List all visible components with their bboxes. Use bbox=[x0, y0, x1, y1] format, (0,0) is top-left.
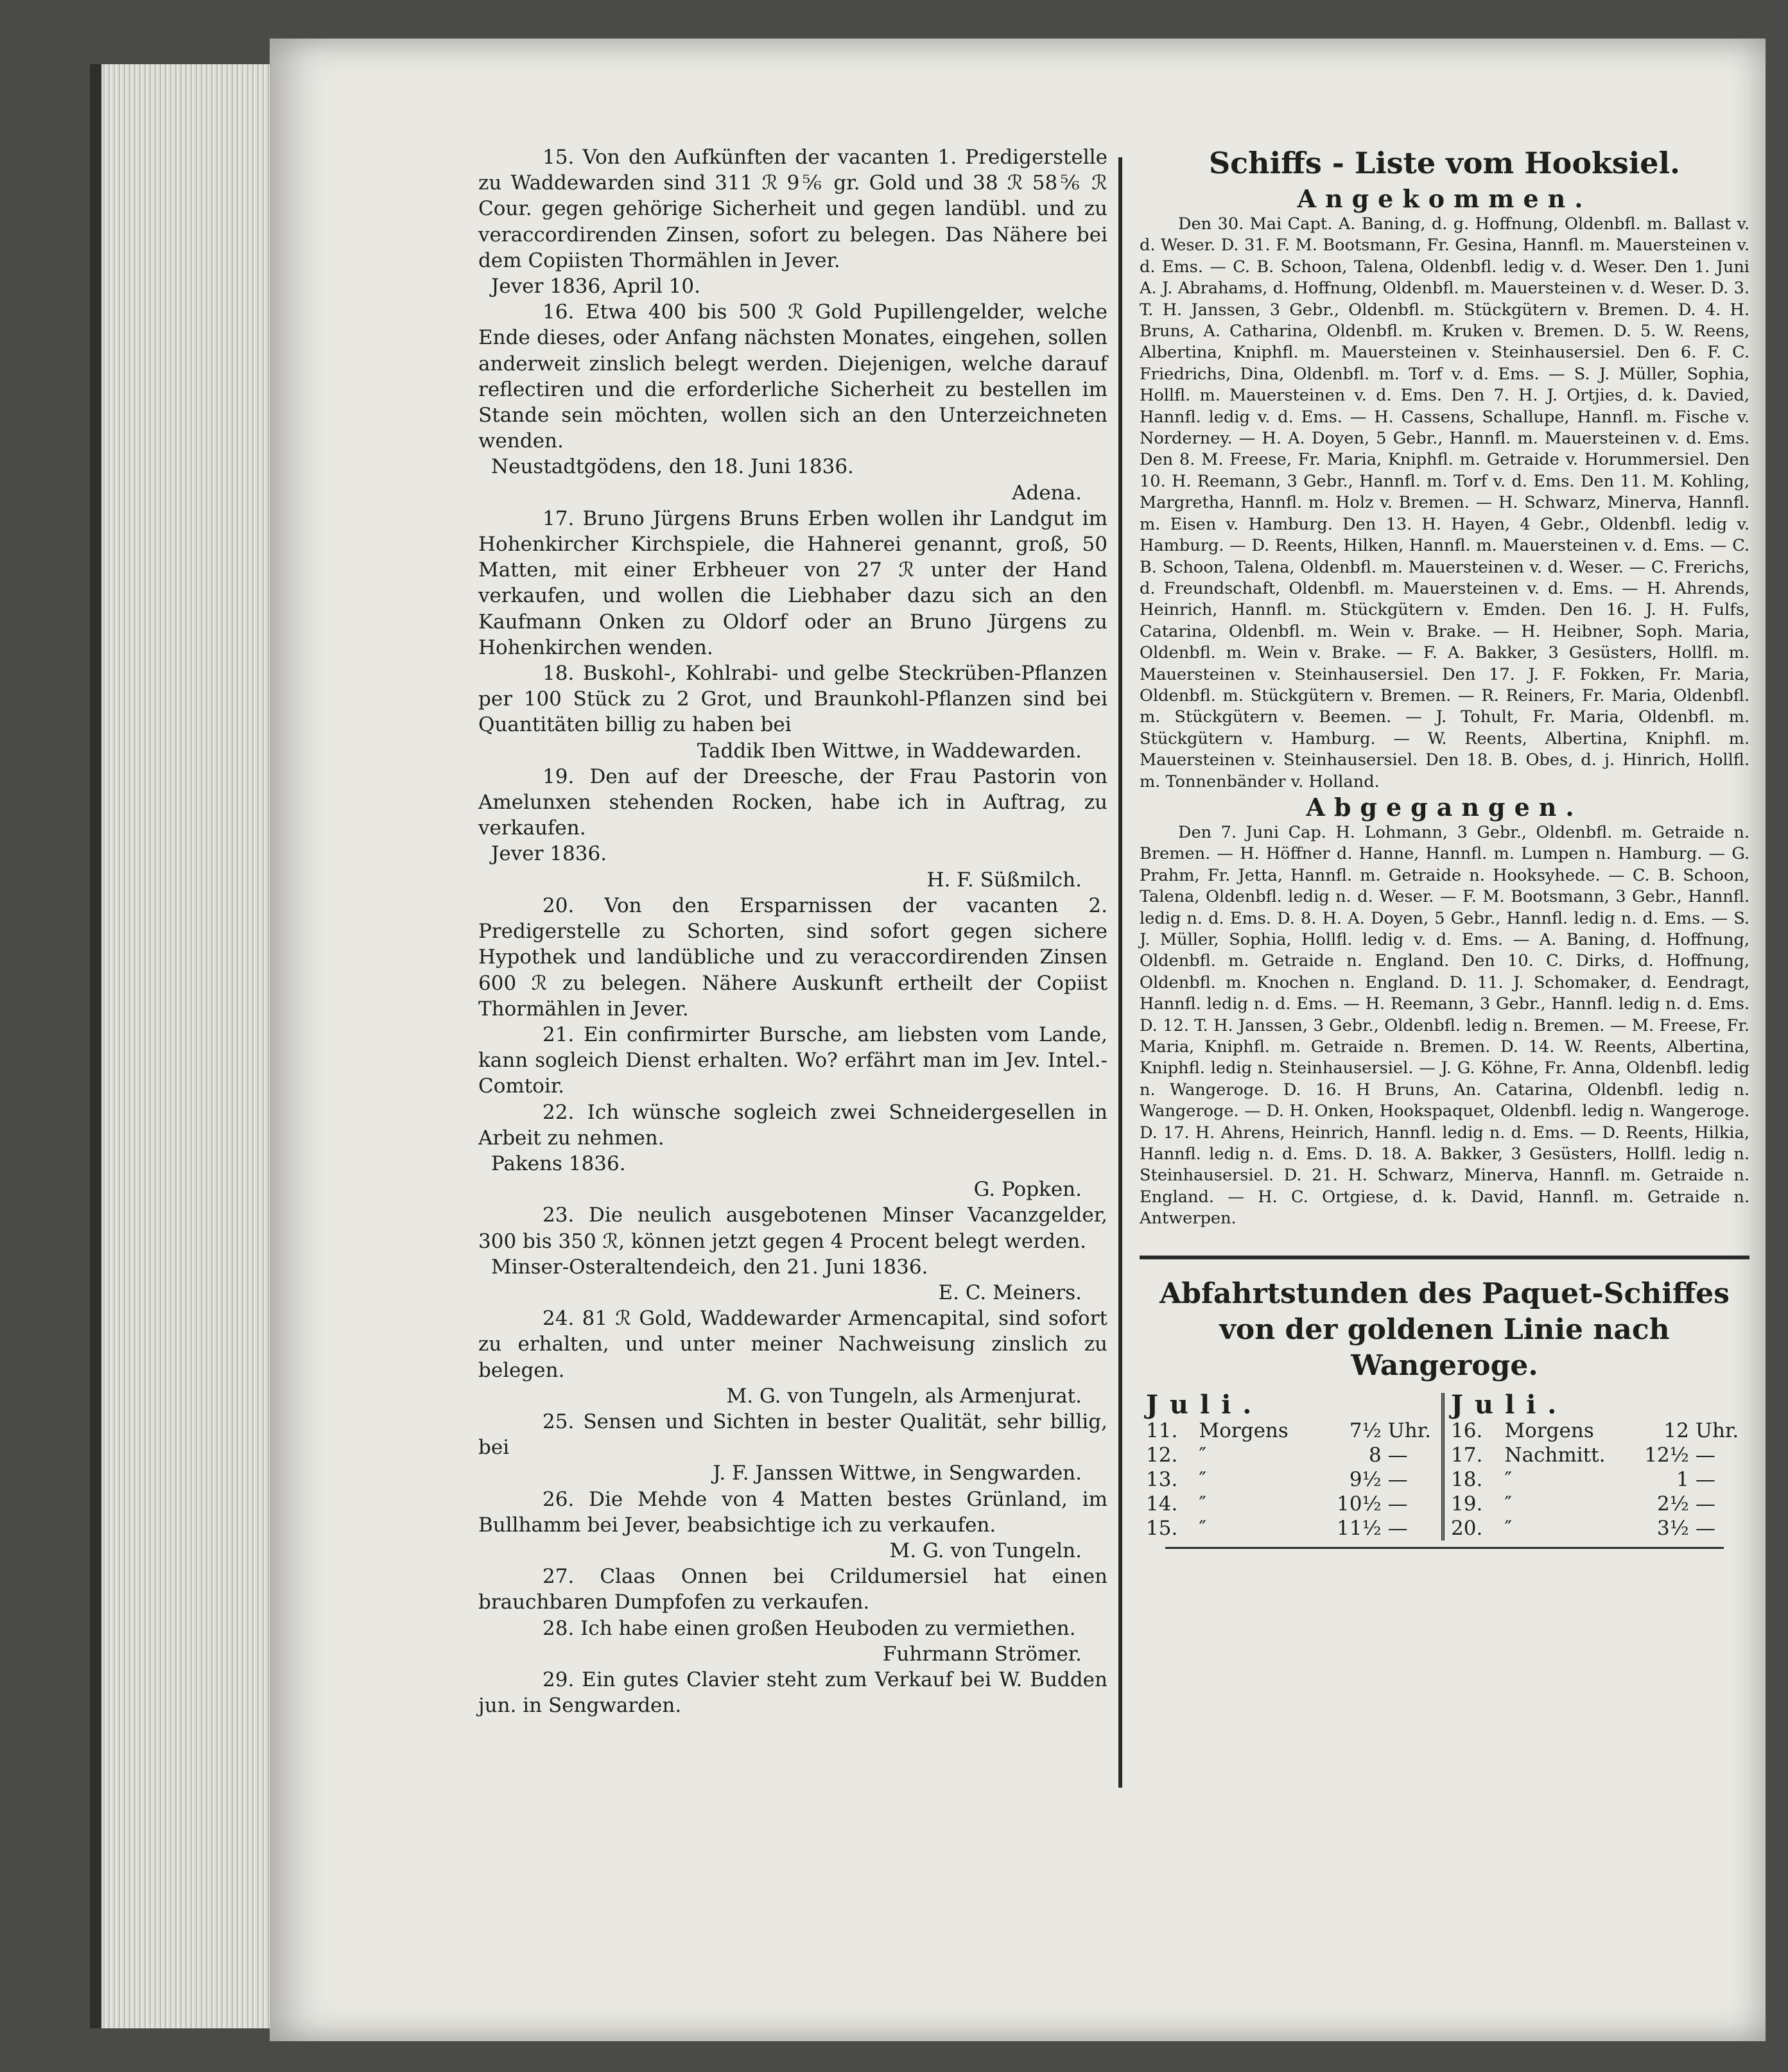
schedule-bottom-rule bbox=[1165, 1547, 1724, 1549]
schedule-day: 15. bbox=[1146, 1516, 1178, 1540]
ad-text: 29. Ein gutes Clavier steht zum Verkauf bei W. Budden jun. in Sengwarden. bbox=[478, 1668, 1107, 1718]
schedule-day: 16. bbox=[1451, 1419, 1483, 1442]
schedule-day: 19. bbox=[1451, 1492, 1483, 1515]
column-divider bbox=[1118, 157, 1122, 1788]
schedule-row bbox=[1146, 1516, 1435, 1541]
schedule-row bbox=[1451, 1492, 1743, 1516]
schedule-row bbox=[1451, 1419, 1743, 1443]
schedule-hour: 9½ bbox=[1349, 1467, 1382, 1491]
schedule-day: 17. bbox=[1451, 1443, 1483, 1467]
schedule-day: 20. bbox=[1451, 1516, 1483, 1540]
right-column-ship-list bbox=[1140, 144, 1749, 1549]
packet-title-line1: Abfahrtstunden des Paquet-Schiffes bbox=[1159, 1277, 1730, 1310]
schedule-unit: Uhr. bbox=[1387, 1419, 1432, 1442]
ad-place-date: Pakens 1836. bbox=[491, 1152, 626, 1175]
ad-signature: G. Popken. bbox=[973, 1178, 1082, 1202]
left-column-advertisements bbox=[478, 144, 1107, 1718]
ad-signature: M. G. von Tungeln. bbox=[889, 1539, 1082, 1562]
schedule-unit: — bbox=[1695, 1492, 1715, 1515]
schedule-time-of-day: ″ bbox=[1504, 1492, 1513, 1515]
ad-text: 24. 81 ℛ Gold, Waddewarder Armencapital, sind sofort zu erhalten, und unter meiner Nachweisung zinslich zu belegen. bbox=[478, 1307, 1107, 1382]
schedule-time-of-day: Morgens bbox=[1504, 1419, 1594, 1442]
schedule-time-of-day: Nachmitt. bbox=[1504, 1443, 1606, 1467]
schedule-day: 13. bbox=[1146, 1467, 1178, 1491]
schedule-row bbox=[1451, 1516, 1743, 1541]
packet-title-line2: von der goldenen Linie nach Wangeroge. bbox=[1219, 1313, 1670, 1382]
departed-text: Den 7. Juni Cap. H. Lohmann, 3 Gebr., Oldenbfl. m. Getraide n. Bremen. — H. Höffner d. Hanne, Hannfl. m. Lumpen n. Hamburg. — G. Prahm, Fr. Jetta, Hannfl. m. Getraide n. Hooksyhede. — C. B. Schoon, Talena, Oldenbfl. ledig n. d. Weser. — F. M. Bootsmann, 3 Gebr., Hannfl. ledig n. d. Ems. D. 8. H. A. Doyen, 5 Gebr., Hannfl. ledig n. d. Ems. — S. J. Müller, Sophia, Hollfl. ledig v. d. Ems. — A. Baning, d. Hoffnung, Oldenbfl. m. Getraide n. England. Den 10. C. Dirks, d. Hoffnung, Oldenbfl. m. Knochen n. England. D. 11. J. Schomaker, d. Eendragt, Hannfl. ledig n. d. Ems. — H. Reemann, 3 Gebr., Hannfl. ledig n. d. Ems. D. 12. T. H. Janssen, 3 Gebr., Oldenbfl. ledig n. Bremen. — M. Freese, Fr. Maria, Kniphfl. m. Getraide n. Bremen. D. 14. W. Reents, Albertina, Kniphfl. ledig n. Steinhausersiel. — J. G. Köhne, Fr. Anna, Oldenbfl. ledig n. Wangeroge. D. 16. H Bruns, An. Catarina, Oldenbfl. ledig n. Wangeroge. — D. H. Onken, Hookspaquet, Oldenbfl. ledig n. Wangeroge. D. 17. H. Ahrens, Heinrich, Hannfl. ledig n. d. Ems. — D. Reents, Hilkia, Hannfl. ledig n. d. Ems. D. 18. A. Bakker, 3 Gesüsters, Hollfl. ledig n. Steinhausersiel. D. 21. H. Schwarz, Minerva, Hannfl. m. Getraide n. England. — H. C. Ortgiese, d. k. David, Hannfl. m. Getraide n. Antwerpen. bbox=[1140, 822, 1749, 1229]
schedule-time-of-day: ″ bbox=[1199, 1516, 1207, 1540]
schedule-day: 18. bbox=[1451, 1467, 1483, 1491]
ad-signature: E. C. Meiners. bbox=[938, 1281, 1082, 1304]
schedule-time-of-day: ″ bbox=[1504, 1467, 1513, 1491]
schedule-row bbox=[1451, 1467, 1743, 1492]
ad-signature: M. G. von Tungeln, als Armenjurat. bbox=[726, 1384, 1082, 1408]
schedule-day: 14. bbox=[1146, 1492, 1178, 1515]
schedule-row bbox=[1451, 1443, 1743, 1467]
schedule-right-heading: Juli. bbox=[1451, 1389, 1568, 1420]
schedule-hour: 3½ bbox=[1657, 1516, 1689, 1540]
ad-text: 26. Die Mehde von 4 Matten bestes Grünland, im Bullhamm bei Jever, beabsichtige ich zu verkaufen. bbox=[478, 1487, 1107, 1537]
schedule-hour: 12½ bbox=[1644, 1443, 1689, 1467]
schedule-time-of-day: ″ bbox=[1504, 1516, 1513, 1540]
ad-text: 27. Claas Onnen bei Crildumersiel hat einen brauchbaren Dumpfofen zu verkaufen. bbox=[478, 1565, 1107, 1614]
schedule-row bbox=[1146, 1443, 1435, 1467]
schedule-unit: — bbox=[1387, 1492, 1408, 1515]
packet-schedule bbox=[1140, 1389, 1749, 1541]
schedule-right-rows bbox=[1451, 1419, 1743, 1541]
schedule-hour: 12 bbox=[1663, 1419, 1689, 1442]
ad-text: 21. Ein confirmirter Bursche, am liebsten vom Lande, kann sogleich Dienst erhalten. Wo? erfährt man im Jev. Intel.-Comtoir. bbox=[478, 1023, 1107, 1098]
arrived-text: Den 30. Mai Capt. A. Baning, d. g. Hoffnung, Oldenbfl. m. Ballast v. d. Weser. D. 31. F. M. Bootsmann, Fr. Gesina, Hannfl. m. Mauersteinen v. d. Ems. — C. B. Schoon, Talena, Oldenbfl. ledig v. d. Weser. Den 1. Juni A. J. Abrahams, d. Hoffnung, Oldenbfl. m. Mauersteinen v. d. Weser. D. 3. T. H. Janssen, 3 Gebr., Oldenbfl. m. Stückgütern v. Bremen. D. 4. H. Bruns, A. Catharina, Oldenbfl. m. Kruken v. Bremen. D. 5. W. Reens, Albertina, Kniphfl. m. Mauersteinen v. Steinhausersiel. Den 6. F. C. Friedrichs, Dina, Oldenbfl. m. Torf v. d. Ems. — S. J. Müller, Sophia, Hollfl. m. Mauersteinen v. d. Ems. Den 7. H. J. Ortjies, d. k. Davied, Hannfl. ledig v. d. Ems. — H. Cassens, Schallupe, Hannfl. m. Fische v. Norderney. — H. A. Doyen, 5 Gebr., Hannfl. m. Mauersteinen v. d. Ems. Den 8. M. Freese, Fr. Maria, Kniphfl. m. Getraide v. Horummersiel. Den 10. H. Reemann, 3 Gebr., Hannfl. m. Torf v. d. Ems. Den 11. M. Kohling, Margretha, Hannfl. m. Holz v. Bremen. — H. Schwarz, Minerva, Hannfl. m. Eisen v. Hamburg. Den 13. H. Hayen, 4 Gebr., Oldenbfl. ledig v. Hamburg. — D. Reents, Hilken, Hannfl. m. Mauersteinen v. d. Ems. — C. B. Schoon, Talena, Oldenbfl. m. Mauersteinen v. d. Weser. — C. Frerichs, d. Freundschaft, Oldenbfl. m. Mauersteinen v. d. Ems. — H. Ahrends, Heinrich, Hannfl. m. Stückgütern v. Emden. Den 16. J. H. Fulfs, Catarina, Oldenbfl. m. Wein v. Brake. — H. Heibner, Soph. Maria, Oldenbfl. m. Wein v. Brake. — F. A. Bakker, 3 Gesüsters, Hollfl. m. Mauersteinen v. Steinhausersiel. Den 17. J. F. Fokken, Fr. Maria, Oldenbfl. m. Stückgütern v. Bremen. — R. Reiners, Fr. Maria, Oldenbfl. m. Stückgütern v. Beemen. — J. Tohult, Fr. Maria, Oldenbfl. m. Stückgütern v. Hamburg. — W. Reents, Albertina, Kniphfl. m. Mauersteinen v. Steinhausersiel. Den 18. B. Obes, d. j. Hinrich, Hollfl. m. Tonnenbänder v. Holland. bbox=[1140, 214, 1749, 791]
ship-list-title: Schiffs - Liste vom Hooksiel. bbox=[1208, 146, 1681, 180]
schedule-time-of-day: ″ bbox=[1199, 1492, 1207, 1515]
schedule-hour: 1 bbox=[1676, 1467, 1689, 1491]
schedule-day: 11. bbox=[1146, 1419, 1178, 1442]
ad-text: 25. Sensen und Sichten in bester Qualität, sehr billig, bei bbox=[478, 1410, 1107, 1460]
schedule-unit: — bbox=[1387, 1516, 1408, 1540]
schedule-left-rows bbox=[1146, 1419, 1435, 1541]
ad-signature: Adena. bbox=[1012, 481, 1082, 505]
schedule-day: 12. bbox=[1146, 1443, 1178, 1467]
ad-place-date: Minser-Osteraltendeich, den 21. Juni 1836. bbox=[491, 1255, 928, 1279]
schedule-time-of-day: Morgens bbox=[1199, 1419, 1289, 1442]
schedule-row bbox=[1146, 1419, 1435, 1443]
schedule-hour: 8 bbox=[1368, 1443, 1382, 1467]
schedule-unit: — bbox=[1387, 1443, 1408, 1467]
ad-text: 17. Bruno Jürgens Bruns Erben wollen ihr Landgut im Hohenkircher Kirchspiele, die Hahnerei genannt, groß, 50 Matten, mit einer Erbheuer von 27 ℛ unter der Hand verkaufen, und wollen die Liebhaber dazu sich an den Kaufmann Onken zu Oldorf oder an Bruno Jürgens zu Hohenkirchen wenden. bbox=[478, 506, 1107, 659]
schedule-hour: 2½ bbox=[1657, 1492, 1689, 1515]
schedule-unit: — bbox=[1387, 1467, 1408, 1491]
ads-list bbox=[478, 144, 1107, 1718]
ad-place-date: Neustadtgödens, den 18. Juni 1836. bbox=[491, 455, 854, 479]
ad-text: 22. Ich wünsche sogleich zwei Schneidergesellen in Arbeit zu nehmen. bbox=[478, 1100, 1107, 1150]
departed-heading: Abgegangen. bbox=[1306, 792, 1583, 822]
ad-text: 16. Etwa 400 bis 500 ℛ Gold Pupillengelder, welche Ende dieses, oder Anfang nächsten Monates, eingehen, sollen anderweit zinslich belegt werden. Diejenigen, welche darauf reflectiren und die erforderliche Sicherheit zu bestellen im Stande sein möchten, wollen sich an den Unterzeichneten wenden. bbox=[478, 300, 1107, 453]
schedule-row bbox=[1146, 1467, 1435, 1492]
arrived-heading: Angekommen. bbox=[1297, 184, 1592, 213]
ad-signature: H. F. Süßmilch. bbox=[926, 868, 1082, 892]
schedule-right bbox=[1445, 1389, 1749, 1541]
ad-signature: Taddik Iben Wittwe, in Waddewarden. bbox=[697, 739, 1082, 763]
ad-place-date: Jever 1836. bbox=[491, 842, 607, 866]
schedule-unit: Uhr. bbox=[1695, 1419, 1739, 1442]
section-rule bbox=[1140, 1256, 1749, 1259]
schedule-time-of-day: ″ bbox=[1199, 1467, 1207, 1491]
ad-text: 18. Buskohl-, Kohlrabi- und gelbe Steckrüben-Pflanzen per 100 Stück zu 2 Grot, und Braunkohl-Pflanzen sind bei Quantitäten billig zu haben bei bbox=[478, 662, 1107, 737]
ad-text: 15. Von den Aufkünften der vacanten 1. Predigerstelle zu Waddewarden sind 311 ℛ 9⅚ gr. Gold und 38 ℛ 58⅚ ℛ Cour. gegen gehörige Sicherheit und gegen landübl. und zu veraccordirenden Zinsen, sofort zu belegen. Das Nähere bei dem Copiisten Thormählen in Jever. bbox=[478, 146, 1107, 272]
ad-text: 19. Den auf der Dreesche, der Frau Pastorin von Amelunxen stehenden Rocken, habe ich in Auftrag, zu verkaufen. bbox=[478, 764, 1107, 840]
schedule-unit: — bbox=[1695, 1467, 1715, 1491]
ad-signature: J. F. Janssen Wittwe, in Sengwarden. bbox=[713, 1462, 1082, 1485]
ad-signature: Fuhrmann Strömer. bbox=[882, 1642, 1082, 1666]
schedule-unit: — bbox=[1695, 1443, 1715, 1467]
schedule-row bbox=[1146, 1492, 1435, 1516]
schedule-hour: 11½ bbox=[1337, 1516, 1382, 1540]
schedule-hour: 7½ bbox=[1349, 1419, 1382, 1442]
schedule-hour: 10½ bbox=[1337, 1492, 1382, 1515]
schedule-time-of-day: ″ bbox=[1199, 1443, 1207, 1467]
schedule-left bbox=[1140, 1389, 1445, 1541]
ad-text: 23. Die neulich ausgebotenen Minser Vacanzgelder, 300 bis 350 ℛ, können jetzt gegen 4 Procent belegt werden. bbox=[478, 1204, 1107, 1253]
ad-place-date: Jever 1836, April 10. bbox=[491, 275, 700, 298]
schedule-unit: — bbox=[1695, 1516, 1715, 1540]
schedule-left-heading: Juli. bbox=[1146, 1389, 1263, 1420]
ad-text: 28. Ich habe einen großen Heuboden zu vermiethen. bbox=[542, 1616, 1076, 1640]
ad-text: 20. Von den Ersparnissen der vacanten 2. Predigerstelle zu Schorten, sind sofort gegen sichere Hypothek und landübliche und zu veraccordirenden Zinsen 600 ℛ zu belegen. Nähere Auskunft ertheilt der Copiist Thormählen in Jever. bbox=[478, 894, 1107, 1021]
